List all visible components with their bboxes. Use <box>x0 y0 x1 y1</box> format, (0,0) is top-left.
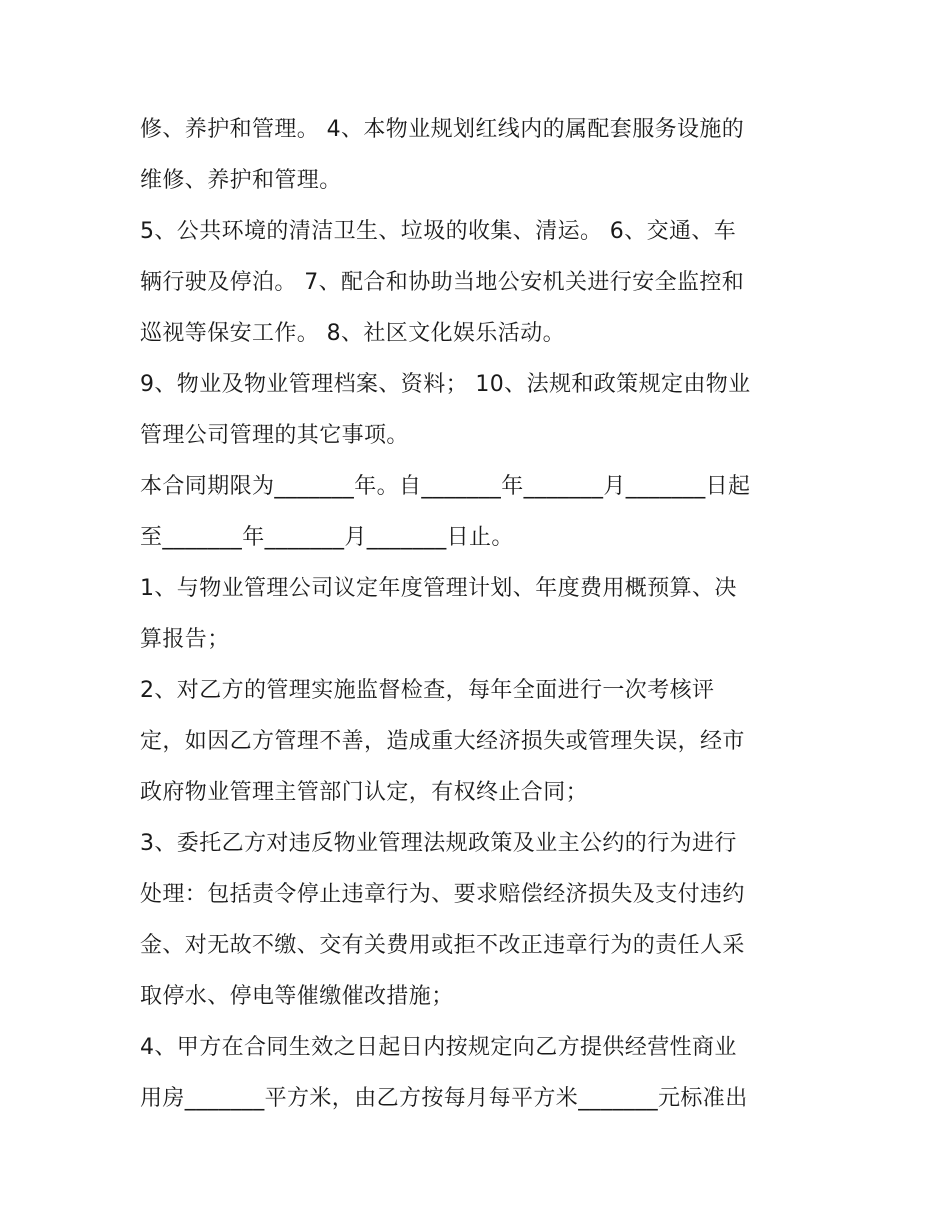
text-line: 政府物业管理主管部门认定，有权终止合同； <box>140 780 589 805</box>
text-line: 金、对无故不缴、交有关费用或拒不改正违章行为的责任人采 <box>140 933 745 958</box>
text-line: 本合同期限为_______年。自_______年_______月_______日起 <box>140 474 751 499</box>
text-line: 1、与物业管理公司议定年度管理计划、年度费用概预算、决 <box>140 576 737 601</box>
text-line: 处理：包括责令停止违章行为、要求赔偿经济损失及支付违约 <box>140 882 745 907</box>
text-line: 维修、养护和管理。 <box>140 168 342 193</box>
text-line: 3、委托乙方对违反物业管理法规政策及业主公约的行为进行 <box>140 831 737 856</box>
document-body <box>140 104 820 1124</box>
text-line: 巡视等保安工作。 8、社区文化娱乐活动。 <box>140 321 565 346</box>
text-line: 至_______年_______月_______日止。 <box>140 525 514 550</box>
text-line: 4、甲方在合同生效之日起日内按规定向乙方提供经营性商业 <box>140 1035 737 1060</box>
text-line: 9、物业及物业管理档案、资料； 10、法规和政策规定由物业 <box>140 372 751 397</box>
text-line: 用房_______平方米，由乙方按每月每平方米_______元标准出 <box>140 1086 748 1111</box>
text-line: 2、对乙方的管理实施监督检查，每年全面进行一次考核评 <box>140 678 715 703</box>
text-line: 算报告； <box>140 627 230 652</box>
text-line: 5、公共环境的清洁卫生、垃圾的收集、清运。 6、交通、车 <box>140 219 737 244</box>
text-line: 定，如因乙方管理不善，造成重大经济损失或管理失误，经市 <box>140 729 745 754</box>
text-line: 修、养护和管理。 4、本物业规划红线内的属配套服务设施的 <box>140 117 745 142</box>
text-line: 辆行驶及停泊。 7、配合和协助当地公安机关进行安全监控和 <box>140 270 745 295</box>
text-line: 取停水、停电等催缴催改措施； <box>140 984 454 1009</box>
text-line: 管理公司管理的其它事项。 <box>140 423 409 448</box>
